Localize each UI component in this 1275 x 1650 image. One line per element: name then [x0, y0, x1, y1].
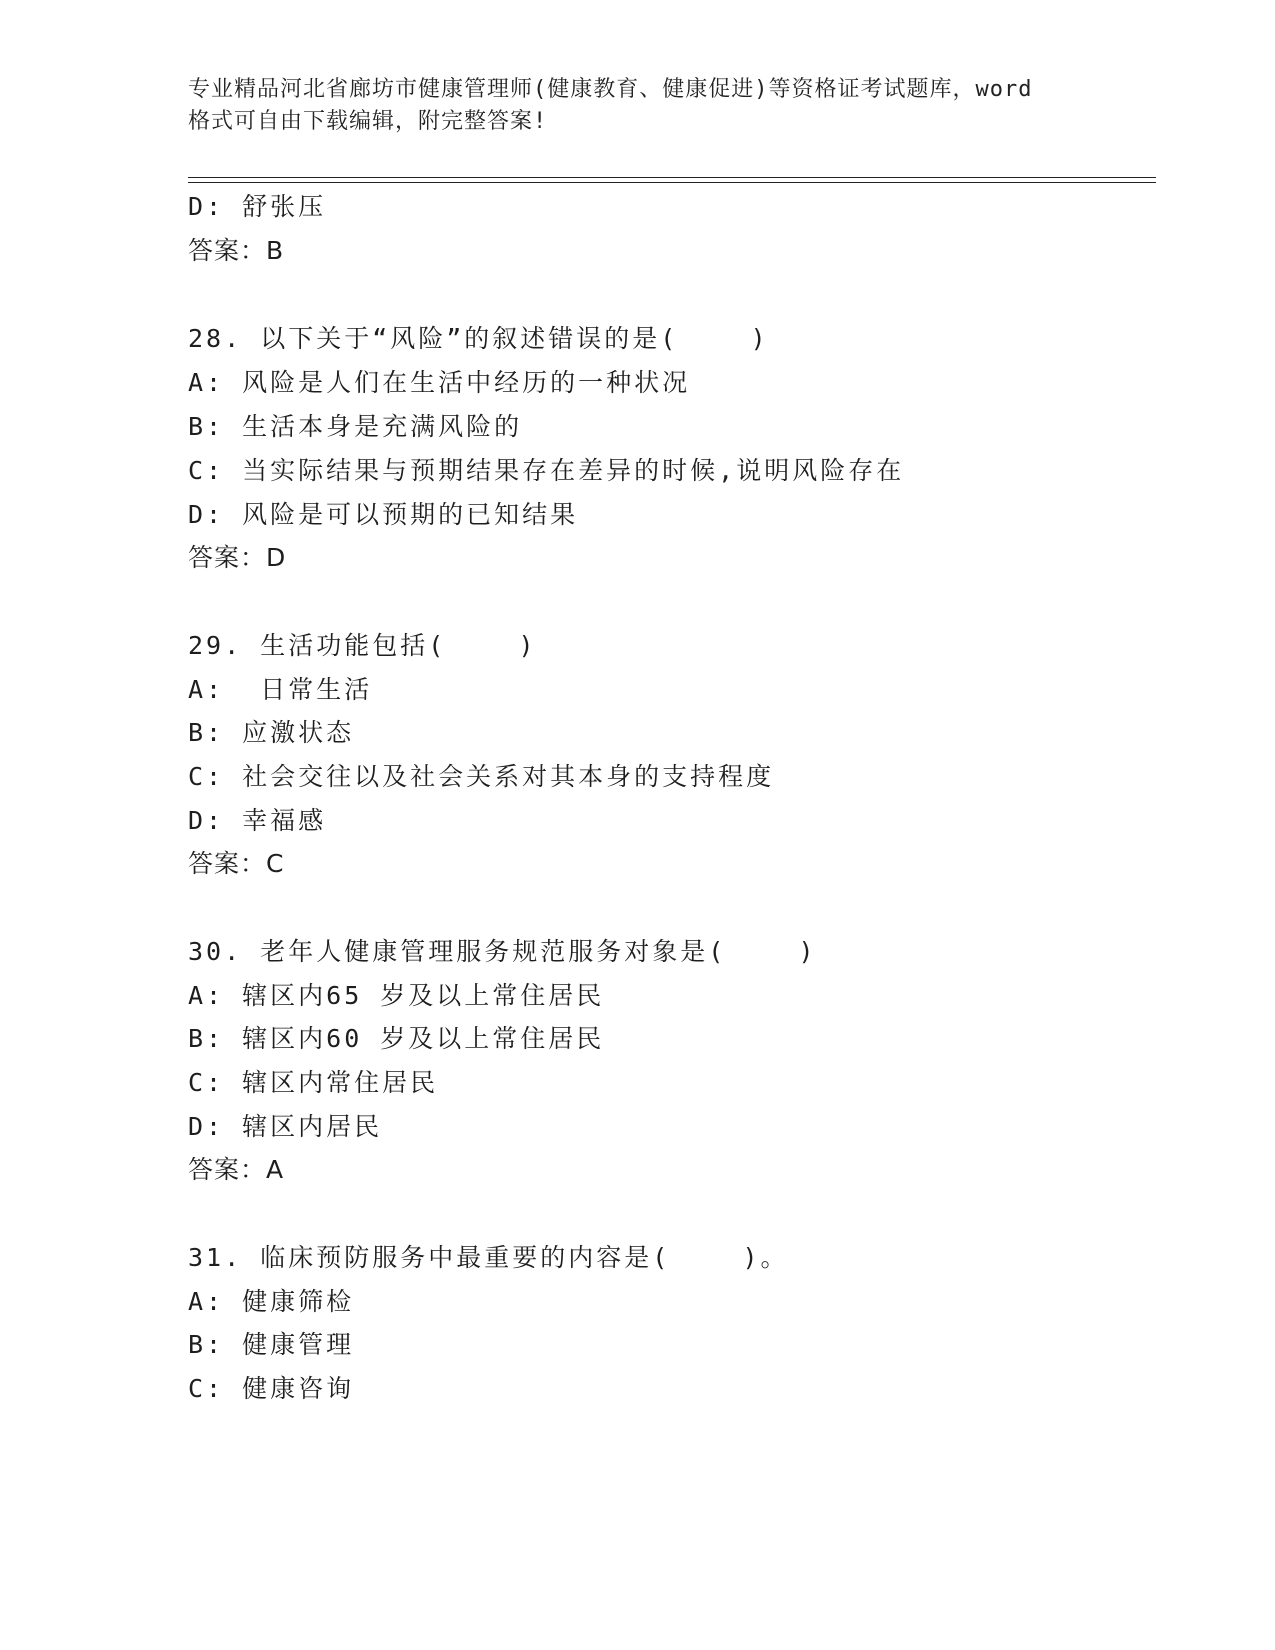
question-30-answer: 答案：A	[188, 1155, 285, 1184]
document-header	[188, 74, 1088, 138]
question-30-option-a: A: 辖区内65 岁及以上常住居民	[188, 981, 605, 1010]
question-28-answer: 答案：D	[188, 543, 287, 572]
question-30-option-d: D: 辖区内居民	[188, 1112, 383, 1141]
question-28-option-d: D: 风险是可以预期的已知结果	[188, 500, 579, 529]
question-30-option-c: C: 辖区内常住居民	[188, 1068, 439, 1097]
question-30-stem: 30. 老年人健康管理服务规范服务对象是( )	[188, 937, 817, 966]
header-divider-top	[188, 177, 1156, 178]
header-line-2: 格式可自由下载编辑，附完整答案!	[188, 109, 548, 134]
question-28-option-a: A: 风险是人们在生活中经历的一种状况	[188, 368, 691, 397]
header-divider-bottom	[188, 182, 1156, 183]
header-line-1: 专业精品河北省廊坊市健康管理师(健康教育、健康促进)等资格证考试题库，word	[188, 77, 1033, 102]
question-31-option-c: C: 健康咨询	[188, 1374, 355, 1403]
question-28-option-b: B: 生活本身是充满风险的	[188, 412, 523, 441]
question-28-stem: 28. 以下关于“风险”的叙述错误的是( )	[188, 324, 769, 353]
question-29-answer: 答案：C	[188, 849, 285, 878]
question-28-option-c: C: 当实际结果与预期结果存在差异的时候,说明风险存在	[188, 456, 905, 485]
question-31-stem: 31. 临床预防服务中最重要的内容是( )。	[188, 1243, 789, 1272]
prev-option-d: D: 舒张压	[188, 192, 327, 221]
question-29-option-d: D: 幸福感	[188, 806, 327, 835]
prev-answer: 答案：B	[188, 236, 285, 265]
question-29-option-b: B: 应激状态	[188, 718, 355, 747]
question-31-option-b: B: 健康管理	[188, 1330, 355, 1359]
question-29-option-a: A: 日常生活	[188, 675, 373, 704]
question-29-option-c: C: 社会交往以及社会关系对其本身的支持程度	[188, 762, 775, 791]
question-30-option-b: B: 辖区内60 岁及以上常住居民	[188, 1024, 605, 1053]
question-31-option-a: A: 健康筛检	[188, 1287, 355, 1316]
question-29-stem: 29. 生活功能包括( )	[188, 631, 537, 660]
